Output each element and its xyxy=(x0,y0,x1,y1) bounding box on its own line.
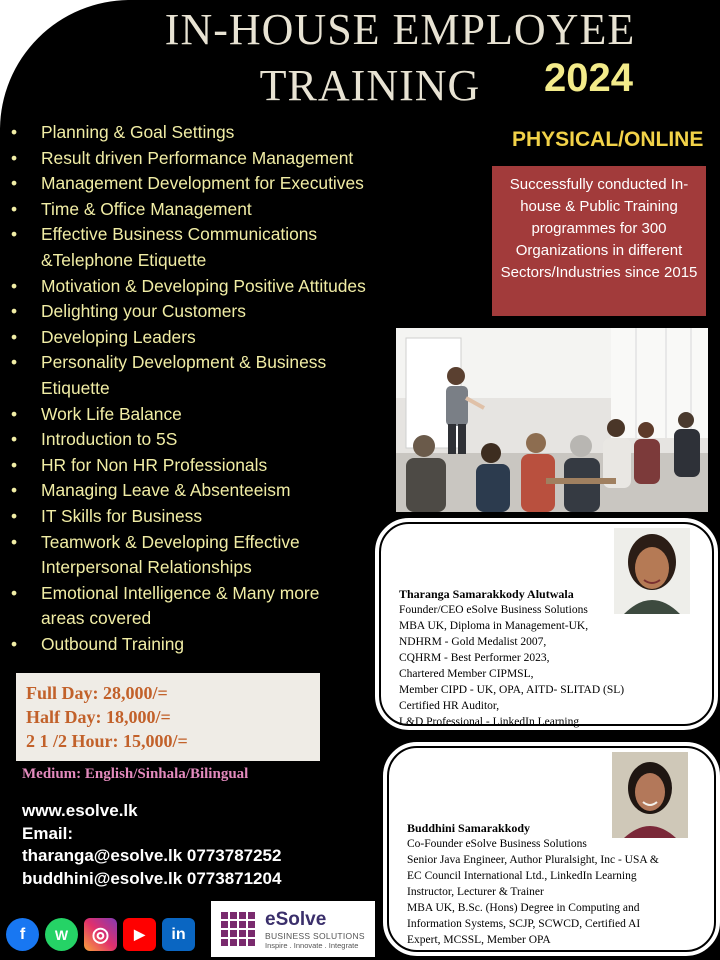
list-item: • Managing Leave & Absenteeism xyxy=(11,480,291,501)
price-two-half-hour: 2 1 /2 Hour: 15,000/= xyxy=(26,731,188,751)
trainer-1-line: Member CIPD - UK, OPA, AITD- SLITAD (SL) xyxy=(399,684,625,696)
contact-line-2[interactable]: buddhini@esolve.lk 0773871204 xyxy=(22,868,282,888)
trainer-2-line: Information Systems, SCJP, SCWCD, Certified AI xyxy=(407,918,641,930)
contact-block xyxy=(22,800,281,890)
title-line-2: TRAINING xyxy=(259,61,481,110)
contact-line-1[interactable]: tharanga@esolve.lk 0773787252 xyxy=(22,846,282,865)
list-item: • Delighting your Customers xyxy=(11,301,246,322)
list-item: • Outbound Training xyxy=(11,633,185,654)
list-item: • Emotional Intelligence & Many more xyxy=(11,582,320,603)
training-photo xyxy=(396,328,708,512)
trainer-card-1 xyxy=(375,518,718,730)
highlight-box: Successfully conducted In-house & Public Training programmes for 300 Organizations in different Sectors/Industries since 2015 xyxy=(492,166,706,316)
trainer-1-name: Tharanga Samarakkody Alutwala xyxy=(399,587,574,601)
linkedin-icon[interactable]: in xyxy=(162,918,195,951)
trainer-2-details xyxy=(407,820,719,948)
trainer-1-line: CQHRM - Best Performer 2023, xyxy=(399,652,550,664)
list-item: • Result driven Performance Management xyxy=(11,147,354,168)
trainer-2-line: Instructor, Lecturer & Trainer xyxy=(407,886,544,898)
price-full-day: Full Day: 28,000/= xyxy=(26,683,168,703)
list-item: • Introduction to 5S xyxy=(11,429,178,450)
list-item: • Work Life Balance xyxy=(11,403,182,424)
list-item: Interpersonal Relationships xyxy=(41,557,252,578)
trainer-1-line: NDHRM - Gold Medalist 2007, xyxy=(399,636,547,648)
delivery-mode: PHYSICAL/ONLINE xyxy=(512,128,704,151)
list-item: • HR for Non HR Professionals xyxy=(11,454,268,475)
trainer-2-line: Senior Java Engineer, Author Pluralsight, Inc - USA & xyxy=(407,854,659,866)
logo-tagline: Inspire . Innovate . Integrate xyxy=(265,940,359,950)
list-item: • Effective Business Communications xyxy=(11,224,318,245)
social-icons xyxy=(6,918,195,951)
trainer-1-line: Chartered Member CIPMSL, xyxy=(399,668,534,680)
trainer-2-line: EC Council International Ltd., LinkedIn Learning xyxy=(407,870,637,882)
whatsapp-icon[interactable]: W xyxy=(45,918,78,951)
instagram-icon[interactable]: ◎ xyxy=(84,918,117,951)
website-link[interactable]: www.esolve.lk xyxy=(22,801,138,820)
trainer-2-line: Co-Founder eSolve Business Solutions xyxy=(407,838,587,850)
trainer-1-line: Founder/CEO eSolve Business Solutions xyxy=(399,604,588,616)
trainer-1-details xyxy=(399,586,709,730)
title-line-1: IN-HOUSE EMPLOYEE xyxy=(164,5,636,54)
trainer-2-line: Expert, MCSSL, Member OPA xyxy=(407,934,551,946)
list-item: • Developing Leaders xyxy=(11,326,196,347)
list-item: • Time & Office Management xyxy=(11,198,252,219)
trainer-1-line: Certified HR Auditor, xyxy=(399,700,500,712)
list-item: &Telephone Etiquette xyxy=(41,249,207,270)
list-item: Etiquette xyxy=(41,377,110,398)
list-item: areas covered xyxy=(41,608,152,629)
list-item: • Personality Development & Business xyxy=(11,352,327,373)
topic-list xyxy=(8,120,418,657)
pricing-box xyxy=(16,673,320,761)
trainer-1-line: L&D Professional - LinkedIn Learning xyxy=(399,716,580,728)
list-item: • Teamwork & Developing Effective xyxy=(11,531,300,552)
list-item: • Planning & Goal Settings xyxy=(11,122,235,142)
list-item: • Management Development for Executives xyxy=(11,173,364,194)
trainer-2-line: MBA UK, B.Sc. (Hons) Degree in Computing and xyxy=(407,902,640,914)
email-label: Email: xyxy=(22,823,74,843)
list-item: • IT Skills for Business xyxy=(11,505,203,526)
youtube-icon[interactable]: ▶ xyxy=(123,918,156,951)
logo-mark-icon xyxy=(221,912,255,946)
trainer-2-name: Buddhini Samarakkody xyxy=(407,821,531,835)
year-label: 2024 xyxy=(544,56,633,100)
list-item: • Motivation & Developing Positive Attitudes xyxy=(11,275,366,296)
esolve-logo xyxy=(211,901,375,957)
logo-name: eSolve xyxy=(265,908,327,930)
price-half-day: Half Day: 18,000/= xyxy=(26,707,171,727)
logo-subtitle: BUSINESS SOLUTIONS xyxy=(265,930,365,941)
trainer-card-2 xyxy=(383,742,720,956)
trainer-1-line: MBA UK, Diploma in Management-UK, xyxy=(399,620,589,632)
medium-label: Medium: English/Sinhala/Bilingual xyxy=(22,766,249,782)
facebook-icon[interactable]: f xyxy=(6,918,39,951)
